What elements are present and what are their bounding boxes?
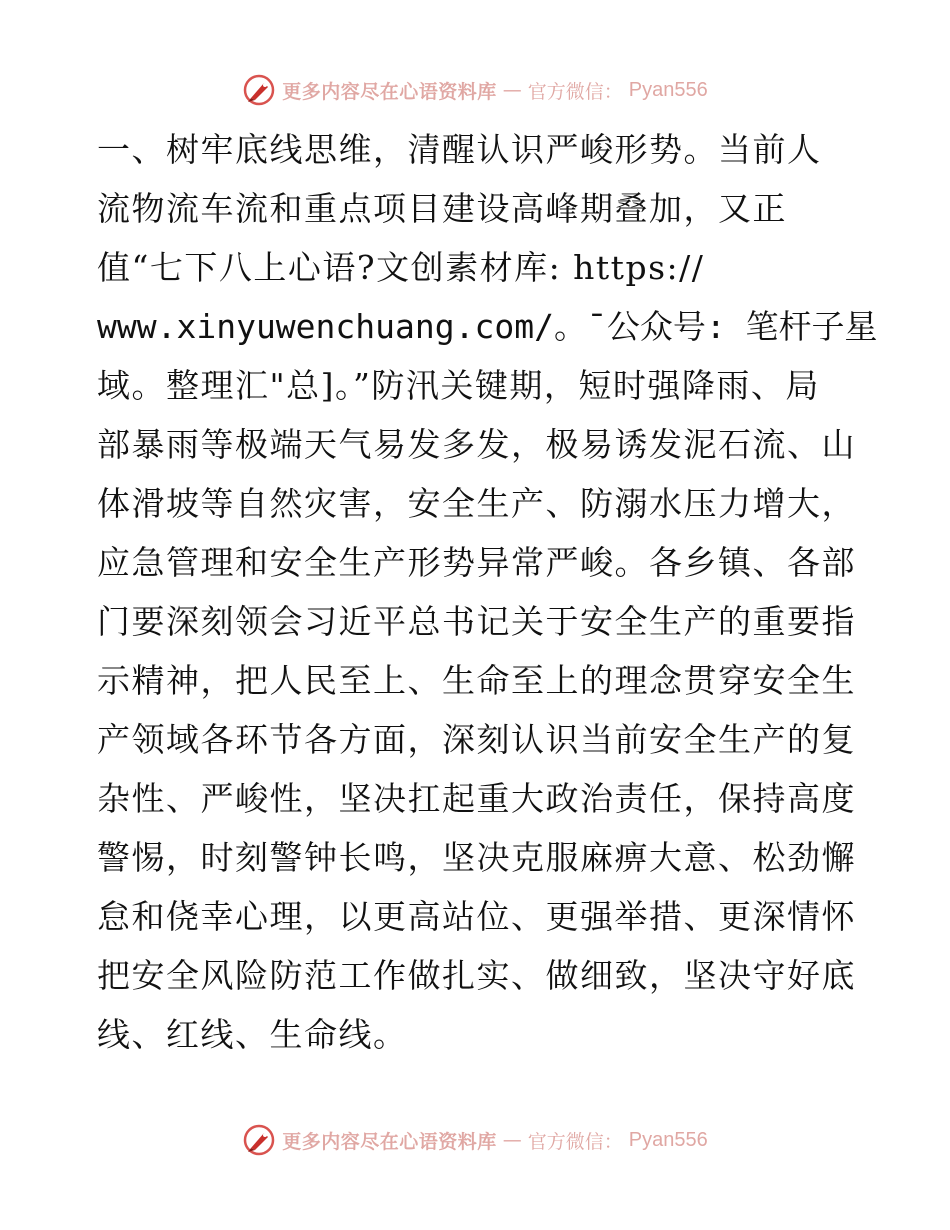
watermark-separator: — [502, 79, 522, 101]
text-line: 线、红线、生命线。 [97, 1015, 408, 1054]
text-line: 警惕，时刻警钟长鸣，坚决克服麻痹大意、松劲懈 [97, 838, 856, 877]
text-line: 把安全风险防范工作做扎实、做细致，坚决守好底 [97, 956, 856, 995]
watermark-account: Pyan556 [628, 78, 708, 101]
text-line: 门要深刻领会习近平总书记关于安全生产的重要指 [97, 602, 856, 641]
watermark-text: 更多内容尽在心语资料库 [282, 80, 497, 103]
text-line: 体滑坡等自然灾害，安全生产、防溺水压力增大， [97, 484, 856, 523]
watermark-label: 官方微信： [527, 1130, 623, 1153]
watermark-label: 官方微信： [527, 80, 623, 103]
pen-nib-logo-icon [242, 1123, 276, 1157]
text-line: 产领域各环节各方面，深刻认识当前安全生产的复 [97, 720, 856, 759]
text-line: 杂性、严峻性，坚决扛起重大政治责任，保持高度 [97, 779, 856, 818]
pen-nib-logo-icon [242, 73, 276, 107]
text-line: 怠和侥幸心理，以更高站位、更强举措、更深情怀 [97, 897, 856, 936]
text-line: 一、树牢底线思维，清醒认识严峻形势。当前人 [97, 130, 822, 169]
text-line: 示精神，把人民至上、生命至上的理念贯穿安全生 [97, 661, 856, 700]
watermark-text: 更多内容尽在心语资料库 [282, 1130, 497, 1153]
text-line: 部暴雨等极端天气易发多发，极易诱发泥石流、山 [97, 425, 856, 464]
article-body [97, 120, 878, 1064]
text-line: 流物流车流和重点项目建设高峰期叠加，又正 [97, 189, 787, 228]
header-watermark [0, 70, 950, 110]
text-line: www.xinyuwenchuang.com/。¯公众号: 笔杆子星 [97, 307, 878, 346]
watermark-separator: — [502, 1129, 522, 1151]
text-line: 应急管理和安全生产形势异常严峻。各乡镇、各部 [97, 543, 856, 582]
watermark-account: Pyan556 [628, 1128, 708, 1151]
text-line: 域。整理汇"总]。”防汛关键期，短时强降雨、局 [97, 366, 820, 405]
footer-watermark [0, 1120, 950, 1160]
text-line: 值“七下八上心语?文创素材库: https:// [97, 248, 705, 287]
